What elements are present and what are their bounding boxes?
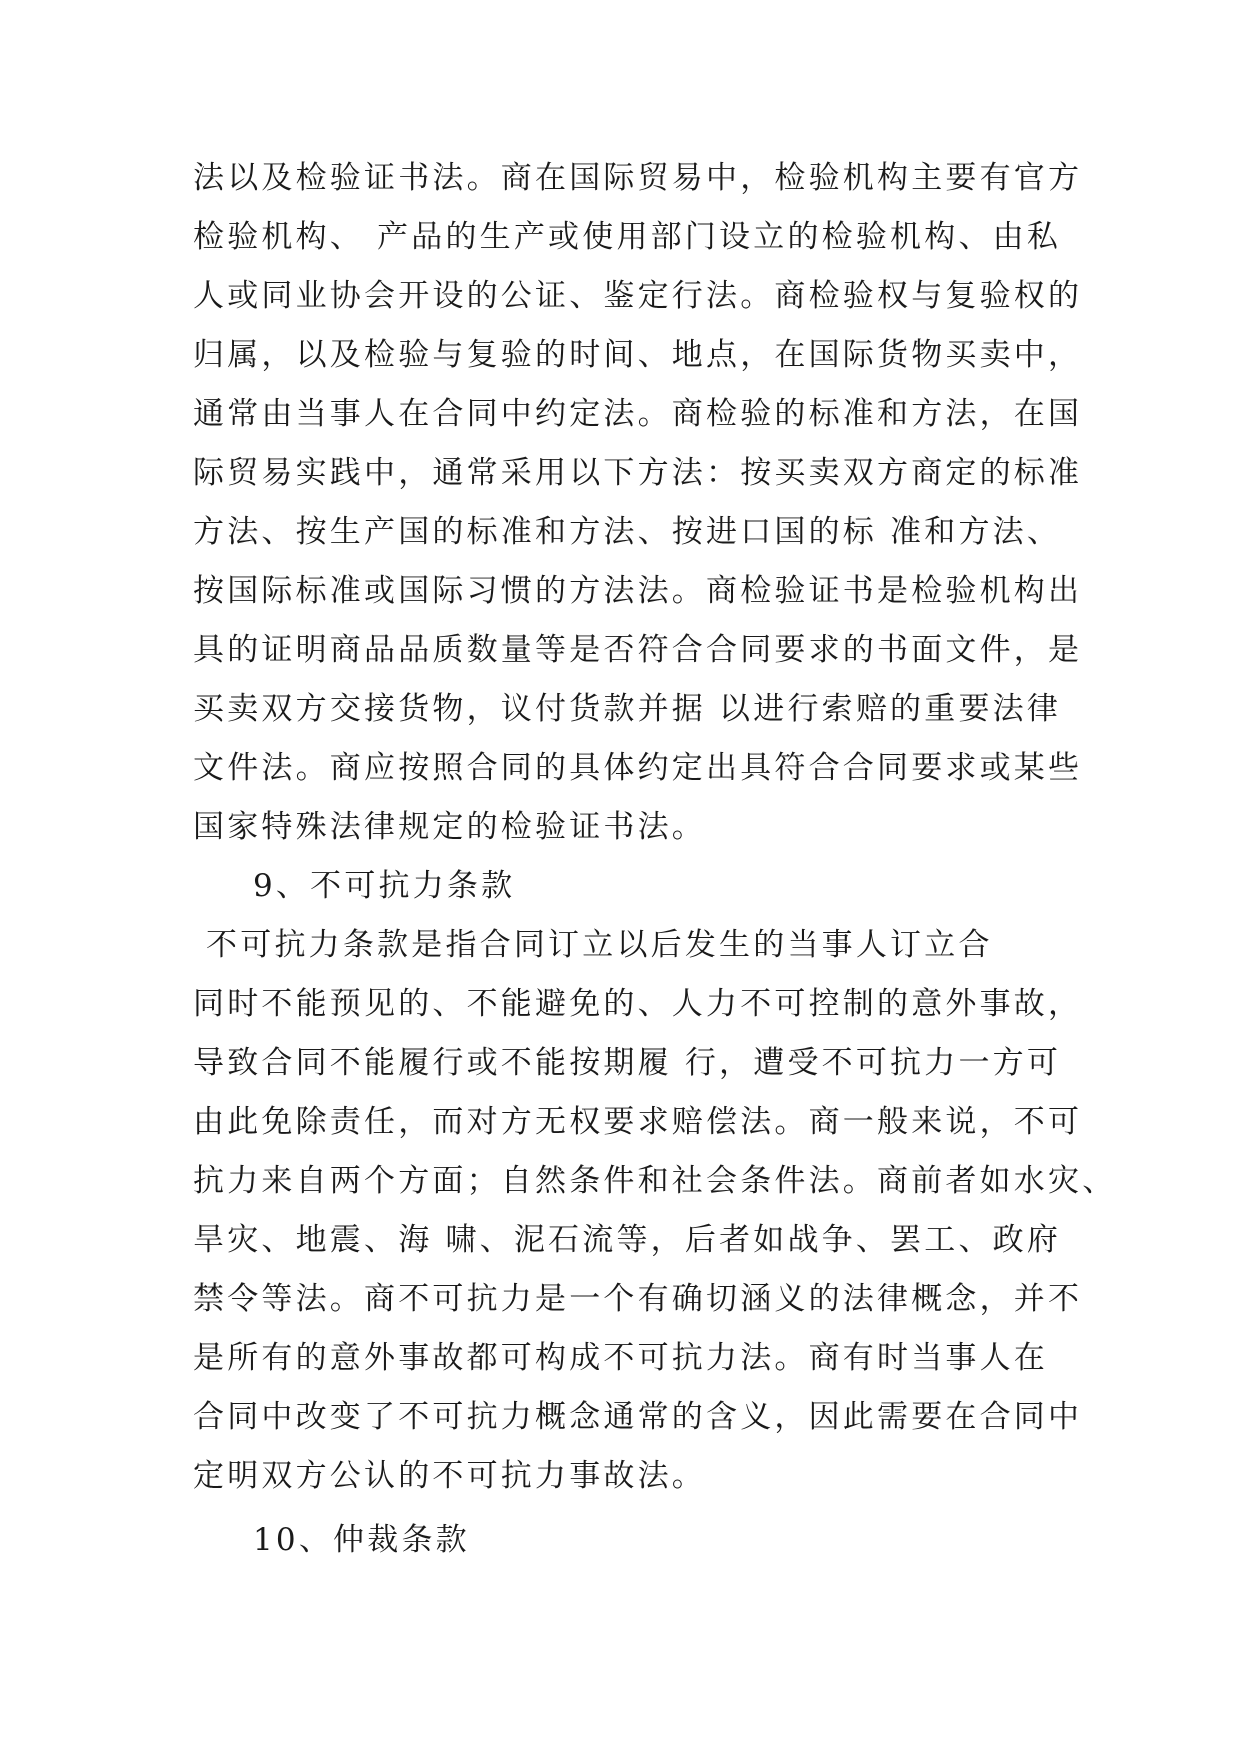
paragraph-line: 合同中改变了不可抗力概念通常的含义，因此需要在合同中 <box>193 1399 1083 1435</box>
paragraph-line: 抗力来自两个方面；自然条件和社会条件法。商前者如水灾、 <box>193 1163 1117 1199</box>
paragraph-line: 检验机构、 产品的生产或使用部门设立的检验机构、由私 <box>193 219 1062 255</box>
paragraph-line: 际贸易实践中，通常采用以下方法：按买卖双方商定的标准 <box>193 455 1083 491</box>
paragraph-line: 买卖双方交接货物，议付货款并据 以进行索赔的重要法律 <box>193 691 1062 727</box>
paragraph-line: 归属，以及检验与复验的时间、地点，在国际货物买卖中， <box>193 337 1083 373</box>
paragraph-line: 人或同业协会开设的公证、鉴定行法。商检验权与复验权的 <box>193 278 1083 314</box>
paragraph-line: 同时不能预见的、不能避免的、人力不可控制的意外事故， <box>193 986 1083 1022</box>
paragraph-line: 法以及检验证书法。商在国际贸易中，检验机构主要有官方 <box>193 160 1083 196</box>
paragraph-line: 文件法。商应按照合同的具体约定出具符合合同要求或某些 <box>193 750 1083 786</box>
paragraph-line: 具的证明商品品质数量等是否符合合同要求的书面文件，是 <box>193 632 1083 668</box>
paragraph-line: 旱灾、地震、海 啸、泥石流等，后者如战争、罢工、政府 <box>193 1222 1062 1258</box>
paragraph-line: 定明双方公认的不可抗力事故法。 <box>193 1458 706 1494</box>
section-heading: 9、不可抗力条款 <box>253 868 516 904</box>
paragraph-line: 不可抗力条款是指合同订立以后发生的当事人订立合 <box>193 927 993 963</box>
paragraph-line: 由此免除责任，而对方无权要求赔偿法。商一般来说，不可 <box>193 1104 1083 1140</box>
paragraph-line: 导致合同不能履行或不能按期履 行，遭受不可抗力一方可 <box>193 1045 1062 1081</box>
paragraph-line: 禁令等法。商不可抗力是一个有确切涵义的法律概念，并不 <box>193 1281 1083 1317</box>
paragraph-line: 是所有的意外事故都可构成不可抗力法。商有时当事人在 <box>193 1340 1048 1376</box>
section-heading: 10、仲裁条款 <box>253 1522 470 1558</box>
paragraph-line: 国家特殊法律规定的检验证书法。 <box>193 809 706 845</box>
paragraph-line: 方法、按生产国的标准和方法、按进口国的标 准和方法、 <box>193 514 1062 550</box>
paragraph-line: 通常由当事人在合同中约定法。商检验的标准和方法，在国 <box>193 396 1083 432</box>
paragraph-line: 按国际标准或国际习惯的方法法。商检验证书是检验机构出 <box>193 573 1083 609</box>
